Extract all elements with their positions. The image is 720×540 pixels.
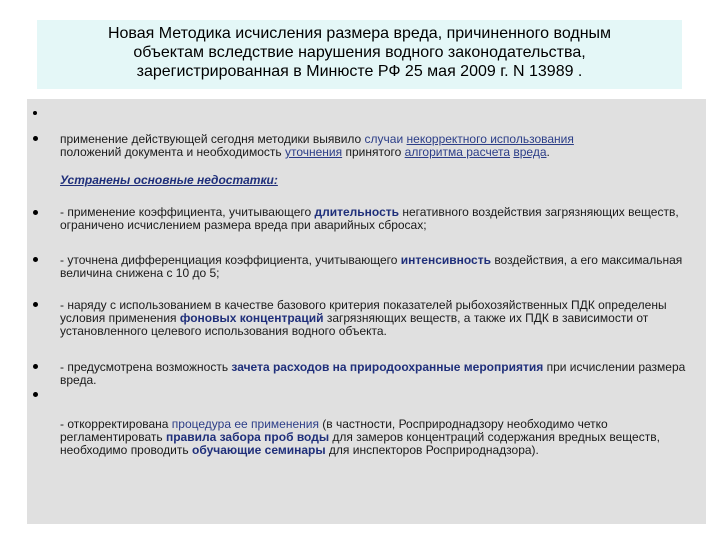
item-1-text-c: негативного воздействия загрязняющих веществ, ограничено исчислением размера вреда при аварийных сбросах; [60, 205, 679, 232]
item-3-highlight: фоновых концентраций [179, 311, 324, 325]
item-4-highlight: зачета расходов на природоохранные мероприятия [231, 360, 544, 374]
list-item-4 [60, 361, 700, 387]
last-highlight-sampling: правила забора проб воды [165, 430, 330, 444]
list-item-1 [60, 206, 700, 232]
slide-title [37, 20, 682, 89]
link-algorithm[interactable]: алгоритма расчета [404, 145, 511, 159]
link-procedure[interactable]: процедура ее применения [171, 417, 319, 431]
intro-text-1: применение действующей сегодня методики выявило [60, 132, 365, 146]
bullet-item-1 [33, 210, 38, 215]
link-cases[interactable]: случаи [364, 132, 404, 146]
section-header-text: Устранены основные недостатки: [60, 173, 278, 187]
section-header [60, 174, 700, 187]
last-text-a: - откорректирована [60, 417, 172, 431]
bullet-intro [33, 136, 38, 141]
title-line-1: Новая Методика исчисления размера вреда, причиненного водным [107, 25, 612, 42]
title-line-2: объектам вследствие нарушения водного законодательства, [133, 44, 586, 61]
item-3-text-c: загрязняющих веществ, а также их ПДК в зависимости от установленного целевого использования водного объекта. [60, 311, 649, 338]
intro-text-3: положений документа и необходимость [60, 145, 285, 159]
link-incorrect-use[interactable]: некорректного использования [406, 132, 574, 146]
link-clarification[interactable]: уточнения [284, 145, 343, 159]
item-2-highlight: интенсивность [400, 253, 491, 267]
last-text-g: для инспекторов Росприроднадзора). [325, 443, 539, 457]
intro-paragraph [60, 133, 700, 159]
last-highlight-seminars: обучающие семинары [191, 443, 326, 457]
item-1-highlight: длительность [314, 205, 400, 219]
item-2-text-c: воздействия, а его максимальная величина снижена с 10 до 5; [60, 253, 683, 280]
bullet-item-4 [33, 364, 38, 369]
item-4-text-c: при исчислении размера вреда. [60, 360, 686, 387]
last-text-c: (в частности, Росприроднадзору необходимо четко регламентировать [60, 417, 608, 444]
list-item-3 [60, 299, 700, 338]
bullet-item-2 [33, 257, 38, 262]
item-3-text-a: - наряду с использованием в качестве базового критерия показателей рыбохозяйственных ПДК определены условия применения [60, 298, 667, 325]
intro-text-4: принятого [342, 145, 405, 159]
bullet-item-3 [33, 302, 38, 307]
link-harm[interactable]: вреда [513, 145, 547, 159]
bullet-empty [33, 111, 37, 115]
item-4-text-a: - предусмотрена возможность [60, 360, 232, 374]
title-line-3: зарегистрированная в Минюсте РФ 25 мая 2009 г. N 13989 . [136, 63, 583, 80]
bullet-last [33, 392, 38, 397]
item-2-text-a: - уточнена дифференциация коэффициента, учитывающего [60, 253, 401, 267]
item-1-text-a: - применение коэффициента, учитывающего [60, 205, 315, 219]
last-text-e: для замеров концентраций содержания вредных веществ, необходимо проводить [60, 430, 660, 457]
list-item-2 [60, 254, 700, 280]
intro-period: . [546, 145, 550, 159]
list-item-last [60, 418, 700, 457]
